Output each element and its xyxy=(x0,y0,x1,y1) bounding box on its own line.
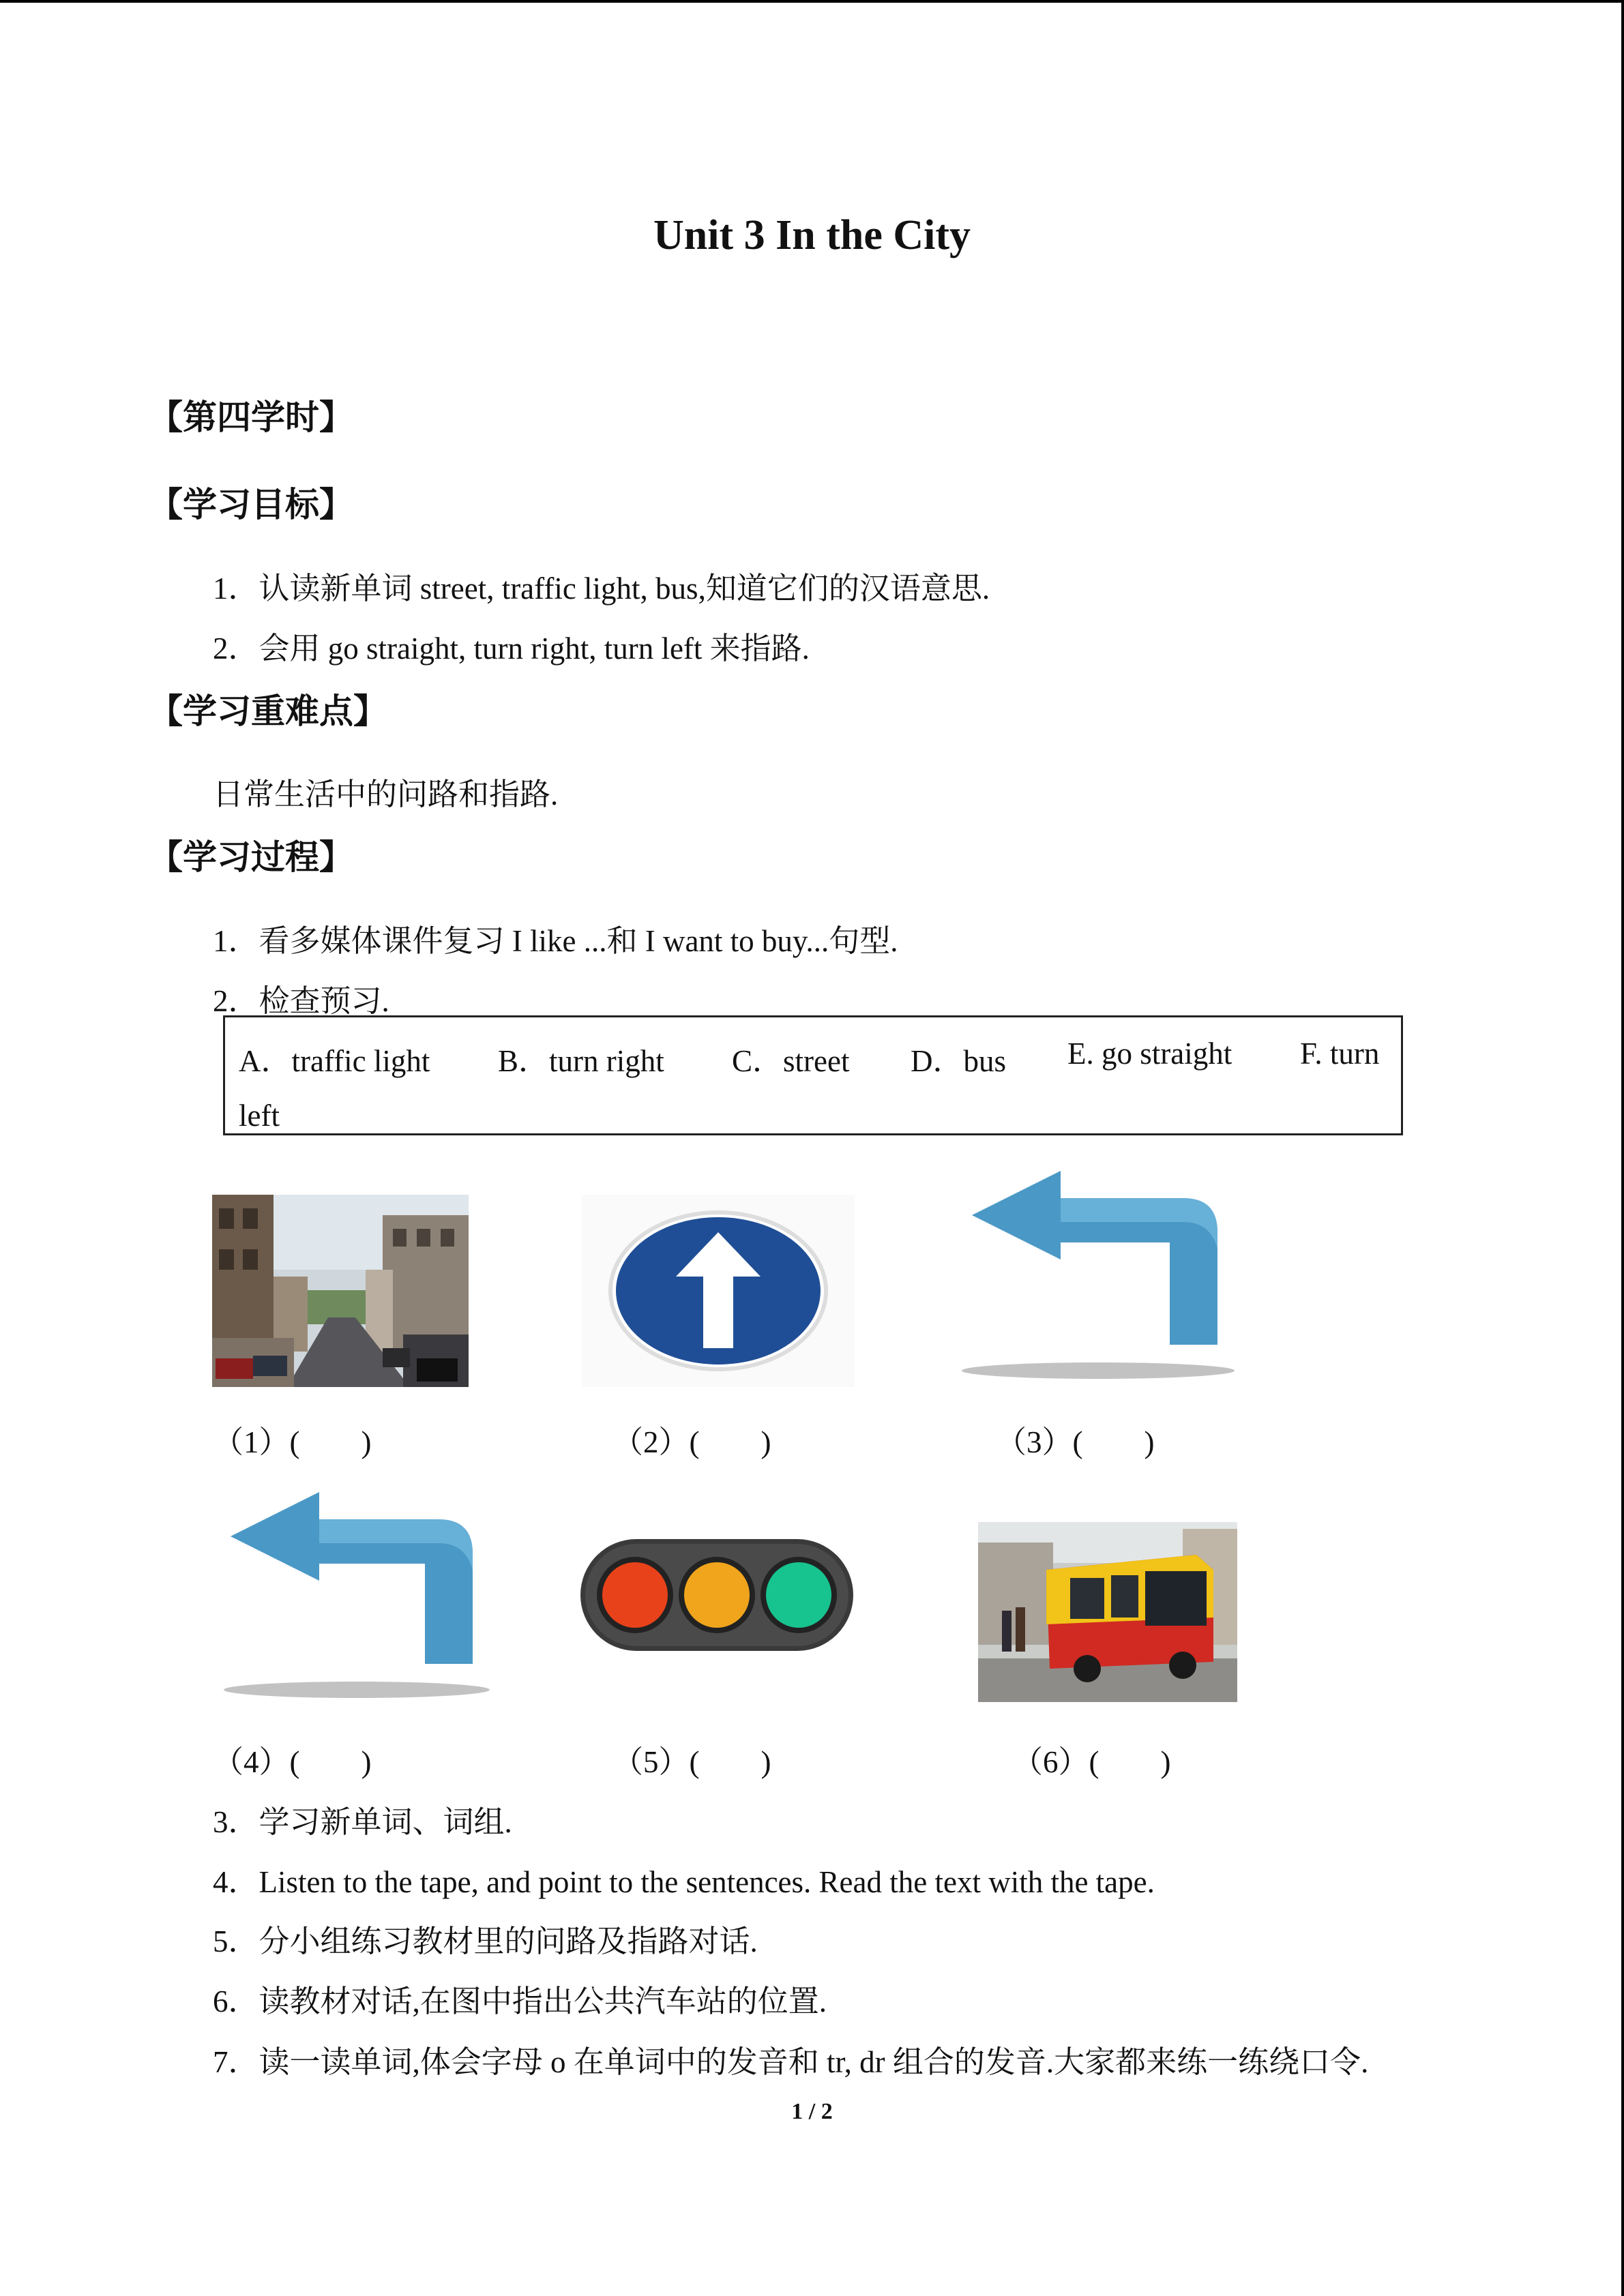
option-e: E. go straight xyxy=(1067,1037,1232,1071)
street-photo xyxy=(212,1195,469,1387)
turn-left-arrow-icon xyxy=(958,1167,1238,1386)
traffic-light-icon xyxy=(577,1536,857,1654)
process-step-1: 1．看多媒体课件复习 I like ...和 I want to buy...句型. xyxy=(213,924,898,958)
picture-caption-2: （2）( ) xyxy=(612,1425,771,1459)
picture-caption-6: （6）( ) xyxy=(1012,1745,1171,1779)
picture-caption-4: （4）( ) xyxy=(213,1745,372,1779)
go-straight-sign xyxy=(582,1195,855,1387)
option-a: A．traffic light xyxy=(239,1044,430,1078)
picture-caption-3: （3）( ) xyxy=(996,1425,1155,1459)
goal-item-2: 2．会用 go straight, turn right, turn left 来指路. xyxy=(213,631,810,666)
process-step-2: 2．检查预习. xyxy=(213,984,389,1018)
turn-left-arrow-icon-2 xyxy=(220,1489,493,1704)
picture-caption-5: （5）( ) xyxy=(612,1745,771,1779)
heading-lesson: 【第四学时】 xyxy=(149,398,353,437)
option-f-continued: left xyxy=(239,1099,280,1133)
option-f: F. turn xyxy=(1300,1037,1380,1071)
heading-key-points: 【学习重难点】 xyxy=(149,691,387,731)
heading-process: 【学习过程】 xyxy=(149,837,353,877)
key-point-text: 日常生活中的问路和指路. xyxy=(213,777,559,811)
option-c: C．street xyxy=(732,1044,850,1078)
page-border-top xyxy=(0,0,1624,3)
process-step-7: 7．读一读单词,体会字母 o 在单词中的发音和 tr, dr 组合的发音.大家都来练一练绕口令. xyxy=(213,2045,1369,2079)
option-b: B．turn right xyxy=(498,1044,664,1078)
process-step-6: 6．读教材对话,在图中指出公共汽车站的位置. xyxy=(213,1984,827,2018)
goal-item-1: 1．认读新单词 street, traffic light, bus,知道它们的汉语意思. xyxy=(213,571,990,606)
picture-caption-1: （1）( ) xyxy=(213,1425,372,1459)
process-step-3: 3．学习新单词、词组. xyxy=(213,1805,512,1839)
option-d: D．bus xyxy=(911,1044,1007,1078)
page-number: 1 / 2 xyxy=(791,2099,833,2124)
bus-photo xyxy=(978,1522,1237,1702)
page-title: Unit 3 In the City xyxy=(653,212,971,258)
process-step-4: 4．Listen to the tape, and point to the sentences. Read the text with the tape. xyxy=(213,1865,1155,1899)
process-step-5: 5．分小组练习教材里的问路及指路对话. xyxy=(213,1924,758,1958)
page-border-right xyxy=(1621,0,1624,2296)
heading-goals: 【学习目标】 xyxy=(149,485,353,524)
